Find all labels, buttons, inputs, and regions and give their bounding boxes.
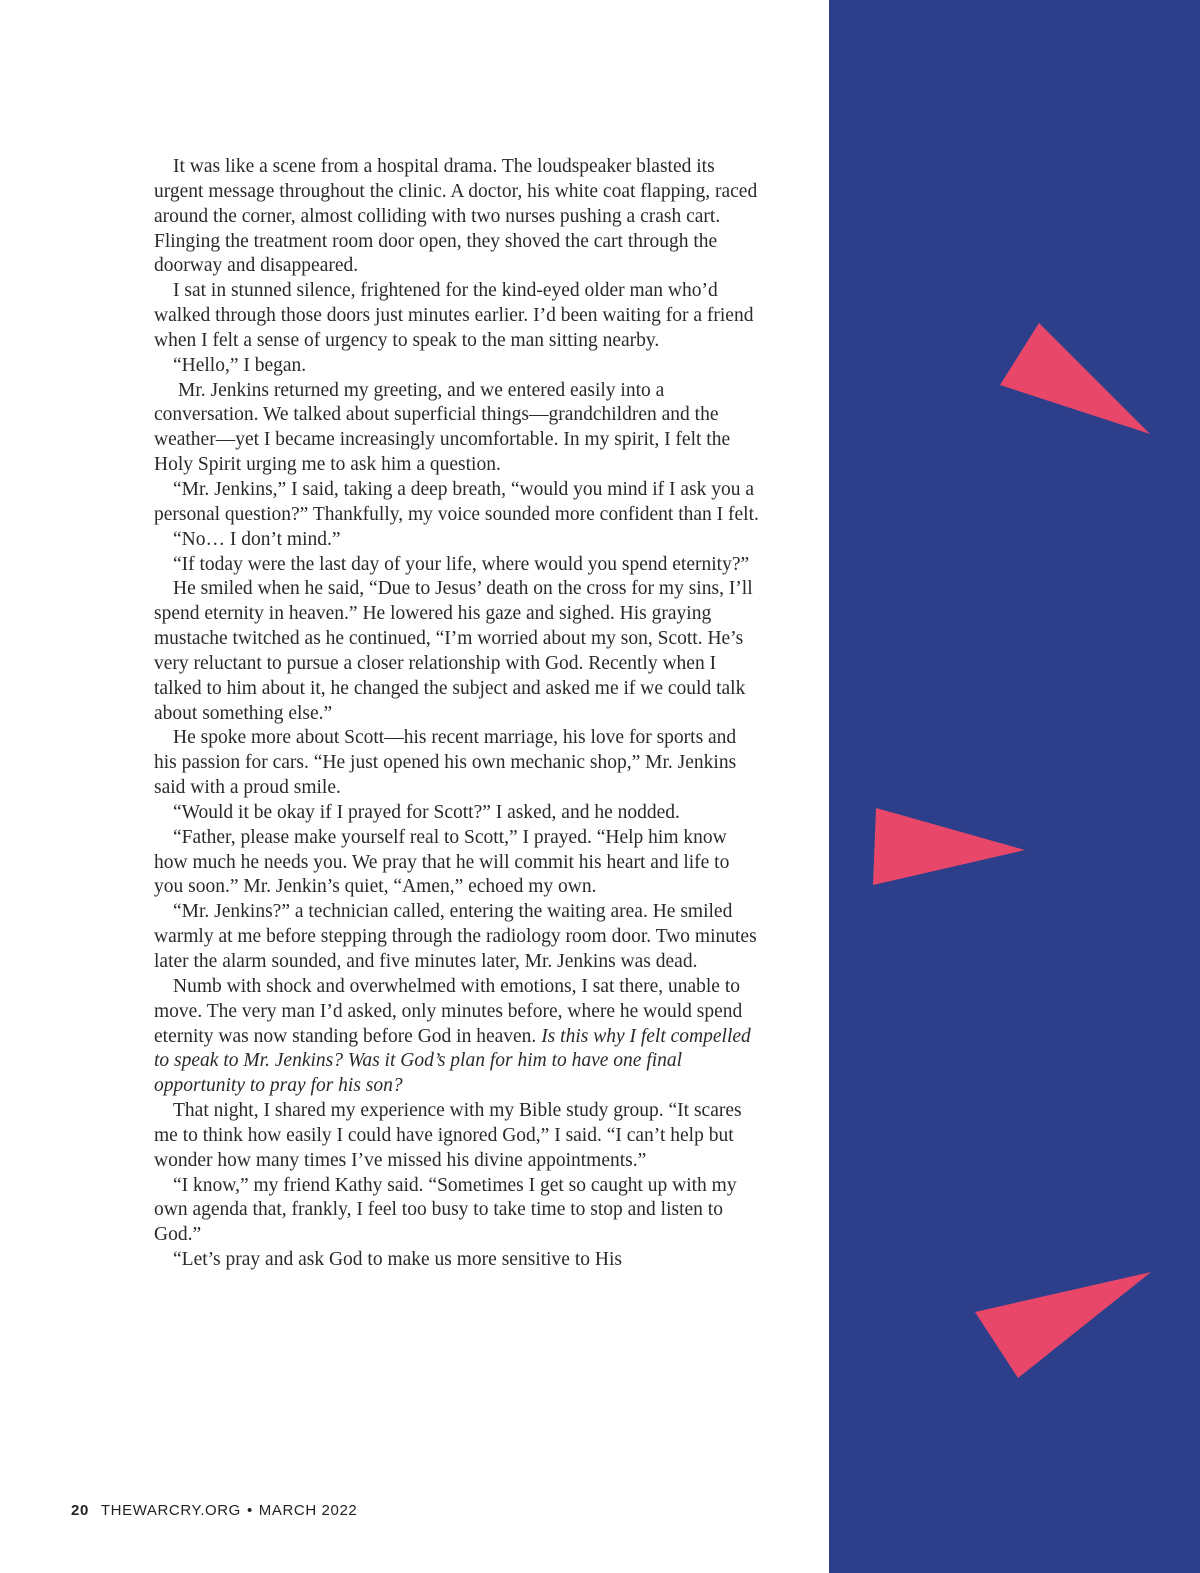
article-paragraph: It was like a scene from a hospital drama. The loudspeaker blasted its urgent message throughout the clinic. A doctor, his white coat flapping, raced around the corner, almost colliding with two nurses pushing a crash cart. Flinging the treatment room door open, they shoved the cart through the doorway and disappeared. — [154, 156, 758, 277]
article-paragraph: “Hello,” I began. — [173, 354, 307, 376]
article-paragraph: That night, I shared my experience with my Bible study group. “It scares me to think how easily I could have ignored God,” I said. “I can’t help but wonder how many times I’ve missed his divine appointments.” — [154, 1100, 742, 1171]
article-paragraph: “Let’s pray and ask God to make us more sensitive to His — [173, 1249, 622, 1271]
paragraph-text: Numb with shock and overwhelmed with emotions, I sat there, unable to move. The very man I’d asked, only minutes before, where he would spend eternity was now standing before God in heaven. — [154, 975, 743, 1047]
article-paragraph: I sat in stunned silence, frightened for the kind-eyed older man who’d walked through those doors just minutes earlier. I’d been waiting for a friend when I felt a sense of urgency to speak to the man sitting nearby. — [154, 280, 754, 351]
article-paragraph: Mr. Jenkins returned my greeting, and we entered easily into a conversation. We talked about superficial things—grandchildren and the weather—yet I became increasingly uncomfortable. In my spirit, I felt the Holy Spirit urging me to ask him a question. — [154, 379, 731, 476]
triangle-shape-middle — [873, 808, 1025, 885]
footer-separator: • — [246, 1502, 253, 1519]
issue-date: MARCH 2022 — [258, 1502, 358, 1519]
article-paragraph — [154, 975, 760, 1099]
article-paragraph: “Mr. Jenkins,” I said, taking a deep breath, “would you mind if I ask you a personal question?” Thankfully, my voice sounded more confident than I felt. — [154, 478, 759, 525]
article-paragraph: “Mr. Jenkins?” a technician called, entering the waiting area. He smiled warmly at me before stepping through the radiology room door. Two minutes later the alarm sounded, and five minutes later, Mr. Jenkins was dead. — [154, 901, 757, 972]
article-paragraph: He smiled when he said, “Due to Jesus’ death on the cross for my sins, I’ll spend eternity in heaven.” He lowered his gaze and sighed. His graying mustache twitched as he continued, “I’m worried about my son, Scott. He’s very reluctant to pursue a closer relationship with God. Recently when I talked to him about it, he changed the subject and asked me if we could talk about something else.” — [154, 578, 753, 724]
triangle-shape-top — [1000, 323, 1150, 434]
triangles-decoration — [829, 0, 1200, 1573]
article-paragraph: “Would it be okay if I prayed for Scott?” I asked, and he nodded. — [173, 801, 680, 823]
article-paragraph: “If today were the last day of your life, where would you spend eternity?” — [173, 553, 750, 575]
italic-thought: Is this why I felt compelled to speak to Mr. Jenkins? Was it God’s plan for him to have one final opportunity to pray for his son? — [154, 1025, 751, 1097]
article-paragraph: “Father, please make yourself real to Scott,” I prayed. “Help him know how much he needs you. We pray that he will commit his heart and life to you soon.” Mr. Jenkin’s quiet, “Amen,” echoed my own. — [154, 826, 730, 898]
page-footer — [71, 1502, 357, 1519]
article-paragraph: He spoke more about Scott—his recent marriage, his love for sports and his passion for cars. “He just opened his own mechanic shop,” Mr. Jenkins said with a proud smile. — [154, 727, 737, 799]
article-paragraph: “No… I don’t mind.” — [173, 528, 341, 550]
page-number: 20 — [71, 1502, 89, 1519]
article-body — [154, 155, 760, 1273]
triangle-shape-bottom — [975, 1272, 1151, 1378]
site-name: THEWARCRY.ORG — [100, 1502, 241, 1519]
article-paragraph: “I know,” my friend Kathy said. “Sometimes I get so caught up with my own agenda that, frankly, I feel too busy to take time to stop and listen to God.” — [154, 1174, 737, 1246]
decorative-side-panel — [829, 0, 1200, 1573]
